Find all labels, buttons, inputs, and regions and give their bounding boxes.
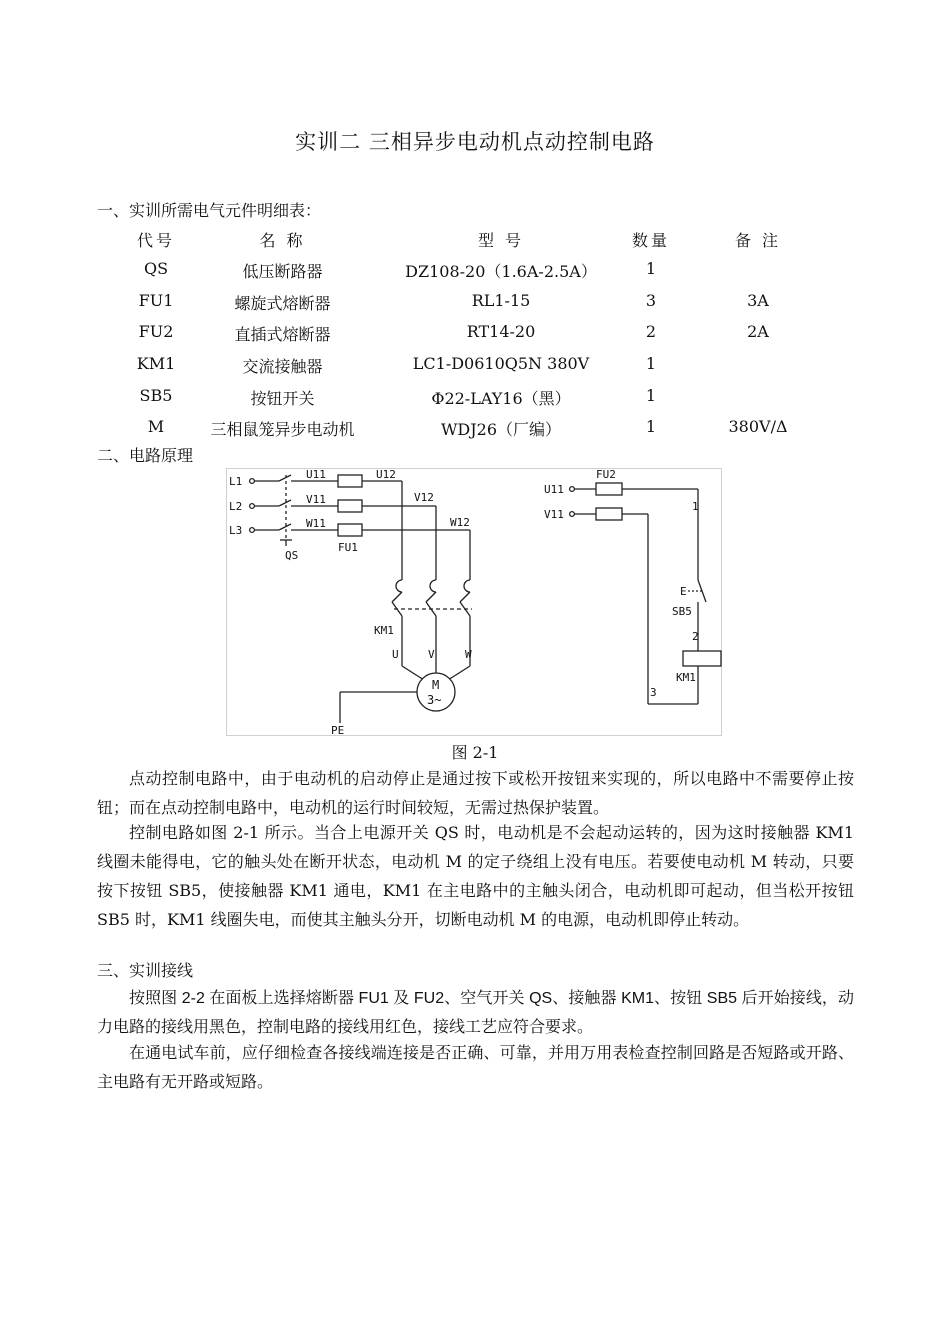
cell-name: 交流接触器	[242, 357, 323, 376]
paragraph-jog-principle: 点动控制电路中，由于电动机的启动停止是通过按下或松开按钮来实现的，所以电路中不需要停止按钮；而在点动控制电路中，电动机的运行时间较短，无需过热保护装置。	[97, 769, 854, 817]
cell-quantity: 1	[645, 354, 657, 373]
cell-model: Φ22-LAY16（黑）	[431, 389, 571, 408]
cell-quantity: 2	[645, 322, 657, 341]
label-pe: PE	[331, 724, 345, 736]
cell-code: SB5	[139, 386, 173, 405]
label-km1-coil: KM1	[676, 671, 696, 684]
cell-code: FU1	[138, 291, 174, 310]
label-u: U	[392, 648, 399, 661]
cell-quantity: 3	[645, 291, 657, 310]
cell-quantity: 1	[645, 417, 657, 436]
fuse-fu1-v	[338, 500, 362, 512]
label-l2: L2	[229, 500, 243, 513]
section-heading-wiring: 三、实训接线	[97, 961, 194, 980]
km1-coil-symbol	[683, 651, 721, 666]
header-quantity: 数量	[631, 231, 670, 250]
label-control-u11: U11	[544, 483, 564, 496]
label-sb5-e: E	[680, 585, 687, 598]
cell-code: QS	[143, 259, 169, 278]
cell-model: LC1-D0610Q5N 380V	[412, 354, 590, 373]
table-row	[0, 417, 950, 443]
paragraph-pre-test-check: 在通电试车前，应仔细检查各接线端连接是否正确、可靠，并用万用表检查控制回路是否短路或开路、主电路有无开路或短路。	[97, 1043, 854, 1091]
paragraph-wiring-instructions: 按照图 2-2 在面板上选择熔断器 FU1 及 FU2、空气开关 QS、接触器 KM1、按钮 SB5 后开始接线，动力电路的接线用黑色，控制电路的接线用红色，接线工艺应符合要求。	[97, 990, 854, 1036]
label-fu1: FU1	[338, 541, 358, 554]
label-v12: V12	[414, 491, 434, 504]
label-control-v11: V11	[544, 508, 564, 521]
label-l1: L1	[229, 475, 243, 488]
label-qs: QS	[285, 549, 299, 562]
label-km1-main: KM1	[374, 624, 394, 637]
label-sb5: SB5	[672, 605, 692, 618]
label-fu2: FU2	[596, 468, 616, 481]
cell-model: WDJ26（厂编）	[440, 420, 562, 439]
figure-caption: 图 2-1	[451, 743, 499, 762]
cell-remark: 3A	[747, 291, 769, 310]
table-row	[0, 354, 950, 380]
label-v: V	[428, 648, 435, 661]
cell-code: KM1	[136, 354, 176, 373]
label-w11: W11	[306, 517, 326, 530]
terminal-l1	[250, 479, 255, 484]
terminal-l3	[250, 528, 255, 533]
cell-model: RT14-20	[466, 322, 536, 341]
cell-remark: 2A	[747, 322, 769, 341]
terminal-l2	[250, 504, 255, 509]
label-motor-phase: 3~	[427, 693, 442, 707]
section-heading-principle: 二、电路原理	[97, 446, 194, 465]
section-heading-components: 一、实训所需电气元件明细表：	[97, 201, 322, 220]
label-motor-m: M	[432, 678, 440, 692]
label-node-1: 1	[692, 500, 699, 513]
label-l3: L3	[229, 524, 243, 537]
label-u12: U12	[376, 468, 396, 481]
cell-quantity: 1	[645, 386, 657, 405]
header-remark: 备 注	[734, 231, 782, 250]
fuse-fu2-v	[596, 508, 622, 520]
fuse-fu1-u	[338, 475, 362, 487]
page-title: 实训二 三相异步电动机点动控制电路	[295, 130, 655, 154]
label-v11: V11	[306, 493, 326, 506]
table-header	[0, 228, 950, 254]
cell-name: 螺旋式熔断器	[234, 294, 331, 313]
circuit-diagram	[226, 468, 722, 736]
table-row	[0, 322, 950, 348]
fuse-fu1-w	[338, 524, 362, 536]
label-u11: U11	[306, 468, 326, 481]
cell-name: 直插式熔断器	[234, 325, 331, 344]
cell-code: FU2	[138, 322, 174, 341]
cell-model: DZ108-20（1.6A-2.5A）	[405, 262, 597, 281]
terminal-control-v11	[570, 512, 575, 517]
table-row	[0, 291, 950, 317]
header-model: 型 号	[477, 231, 525, 250]
cell-quantity: 1	[645, 259, 657, 278]
header-code: 代号	[136, 231, 175, 250]
cell-code: M	[147, 417, 165, 436]
cell-model: RL1-15	[471, 291, 531, 310]
label-w: W	[465, 648, 472, 661]
table-row	[0, 386, 950, 412]
terminal-control-u11	[570, 487, 575, 492]
fuse-fu2-u	[596, 483, 622, 495]
label-node-2: 2	[692, 630, 699, 643]
table-row	[0, 259, 950, 285]
paragraph-control-operation: 控制电路如图 2-1 所示。当合上电源开关 QS 时，电动机是不会起动运转的，因为这时接触器 KM1 线圈未能得电，它的触头处在断开状态，电动机 M 的定子绕组上没有电压。若要使电动机 M 转动，只要按下按钮 SB5，使接触器 KM1 通电，KM1 在主电路中的主触头闭合，电动机即可起动，但当松开按钮 SB5 时，KM1 线圈失电，而使其主触头分开，切断电动机 M 的电源，电动机即停止转动。	[97, 823, 854, 929]
cell-remark: 380V/Δ	[728, 417, 788, 436]
figure-frame	[227, 469, 722, 736]
cell-name: 低压断路器	[242, 262, 323, 281]
header-name: 名 称	[259, 231, 306, 250]
label-node-3: 3	[650, 686, 657, 699]
cell-name: 按钮开关	[250, 389, 315, 408]
cell-name: 三相鼠笼异步电动机	[210, 420, 355, 439]
label-w12: W12	[450, 516, 470, 529]
